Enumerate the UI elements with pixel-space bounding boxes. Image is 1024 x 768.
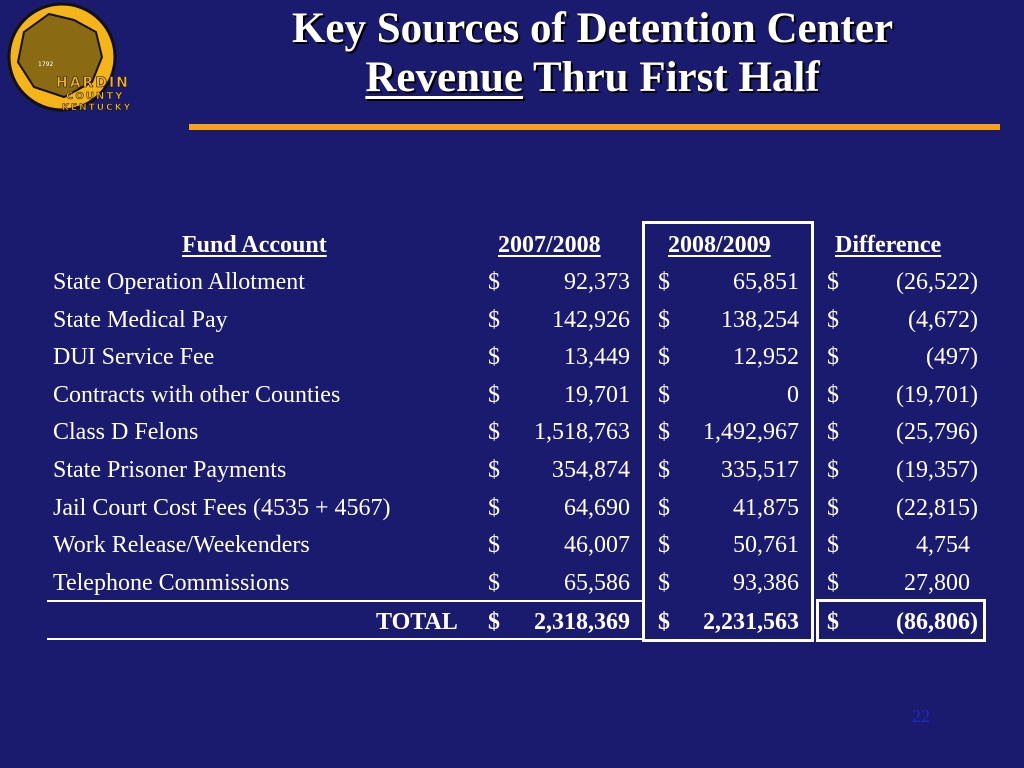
row-value-2007-2008: 46,007	[564, 532, 630, 558]
row-dollar-2007-2008: $	[488, 457, 500, 483]
row-value-2007-2008: 19,701	[564, 382, 630, 408]
total-dollar-2008-2009: $	[658, 609, 670, 635]
row-dollar-2008-2009: $	[658, 570, 670, 596]
row-value-difference: (19,357)	[896, 457, 978, 483]
row-value-2008-2009: 12,952	[733, 344, 799, 370]
total-difference: (86,806)	[896, 609, 978, 635]
row-dollar-difference: $	[827, 382, 839, 408]
header-difference: Difference	[835, 232, 942, 258]
row-account: Work Release/Weekenders	[53, 532, 310, 558]
row-value-2008-2009: 50,761	[733, 532, 799, 558]
row-dollar-2008-2009: $	[658, 307, 670, 333]
row-value-2007-2008: 1,518,763	[534, 419, 630, 445]
row-dollar-difference: $	[827, 307, 839, 333]
title-line-2-rest: Thru First Half	[523, 54, 820, 101]
row-dollar-2008-2009: $	[658, 532, 670, 558]
row-value-2008-2009: 0	[787, 382, 799, 408]
row-value-2008-2009: 93,386	[733, 570, 799, 596]
row-dollar-2007-2008: $	[488, 269, 500, 295]
row-account: Contracts with other Counties	[53, 382, 341, 408]
row-dollar-2007-2008: $	[488, 344, 500, 370]
row-value-difference: (25,796)	[896, 419, 978, 445]
row-dollar-2007-2008: $	[488, 495, 500, 521]
page-number: 22	[912, 706, 930, 726]
row-dollar-2008-2009: $	[658, 269, 670, 295]
total-2008-2009: 2,231,563	[703, 609, 799, 635]
row-dollar-2007-2008: $	[488, 307, 500, 333]
row-dollar-2007-2008: $	[488, 382, 500, 408]
row-value-difference: (22,815)	[896, 495, 978, 521]
row-value-2008-2009: 138,254	[721, 307, 799, 333]
title-line-1: Key Sources of Detention Center	[291, 5, 894, 52]
row-dollar-difference: $	[827, 269, 839, 295]
row-dollar-2007-2008: $	[488, 570, 500, 596]
row-account: Jail Court Cost Fees (4535 + 4567)	[53, 495, 391, 521]
row-dollar-2008-2009: $	[658, 344, 670, 370]
row-dollar-2007-2008: $	[488, 419, 500, 445]
row-value-2008-2009: 335,517	[721, 457, 799, 483]
row-value-difference: 27,800	[904, 570, 970, 596]
total-dollar-2007-2008: $	[488, 609, 500, 635]
row-account: Telephone Commissions	[53, 570, 290, 596]
row-account: State Prisoner Payments	[53, 457, 287, 483]
header-2007-2008: 2007/2008	[498, 232, 601, 258]
row-value-difference: (497)	[926, 344, 978, 370]
row-value-2008-2009: 1,492,967	[703, 419, 799, 445]
row-dollar-difference: $	[827, 419, 839, 445]
total-2007-2008: 2,318,369	[534, 609, 630, 635]
row-dollar-2008-2009: $	[658, 419, 670, 445]
row-dollar-difference: $	[827, 457, 839, 483]
row-account: Class D Felons	[53, 419, 199, 445]
total-label: TOTAL	[376, 609, 458, 635]
header-2008-2009: 2008/2009	[668, 232, 771, 258]
row-value-difference: (26,522)	[896, 269, 978, 295]
row-value-2008-2009: 41,875	[733, 495, 799, 521]
row-value-2008-2009: 65,851	[733, 269, 799, 295]
row-account: State Medical Pay	[53, 307, 228, 333]
row-value-difference: (4,672)	[908, 307, 978, 333]
row-account: DUI Service Fee	[53, 344, 215, 370]
row-value-2007-2008: 92,373	[564, 269, 630, 295]
row-value-2007-2008: 65,586	[564, 570, 630, 596]
logo-text-kentucky: KENTUCKY	[62, 103, 133, 113]
row-dollar-2008-2009: $	[658, 495, 670, 521]
row-value-2007-2008: 13,449	[564, 344, 630, 370]
logo-text-county: COUNTY	[66, 91, 125, 102]
logo-year: 1792	[38, 61, 54, 68]
row-value-2007-2008: 142,926	[552, 307, 630, 333]
row-value-2007-2008: 354,874	[552, 457, 630, 483]
row-dollar-difference: $	[827, 532, 839, 558]
logo-text-hardin: HARDIN	[56, 75, 130, 91]
row-value-difference: 4,754	[916, 532, 970, 558]
row-value-difference: (19,701)	[896, 382, 978, 408]
row-dollar-2008-2009: $	[658, 382, 670, 408]
row-value-2007-2008: 64,690	[564, 495, 630, 521]
row-account: State Operation Allotment	[53, 269, 305, 295]
total-top-rule	[47, 600, 642, 602]
title-underlined-word: Revenue	[365, 54, 523, 101]
row-dollar-difference: $	[827, 344, 839, 370]
row-dollar-2008-2009: $	[658, 457, 670, 483]
total-dollar-difference: $	[827, 609, 839, 635]
row-dollar-2007-2008: $	[488, 532, 500, 558]
row-dollar-difference: $	[827, 570, 839, 596]
row-dollar-difference: $	[827, 495, 839, 521]
total-bottom-rule	[47, 638, 642, 640]
header-fund-account: Fund Account	[182, 232, 327, 258]
